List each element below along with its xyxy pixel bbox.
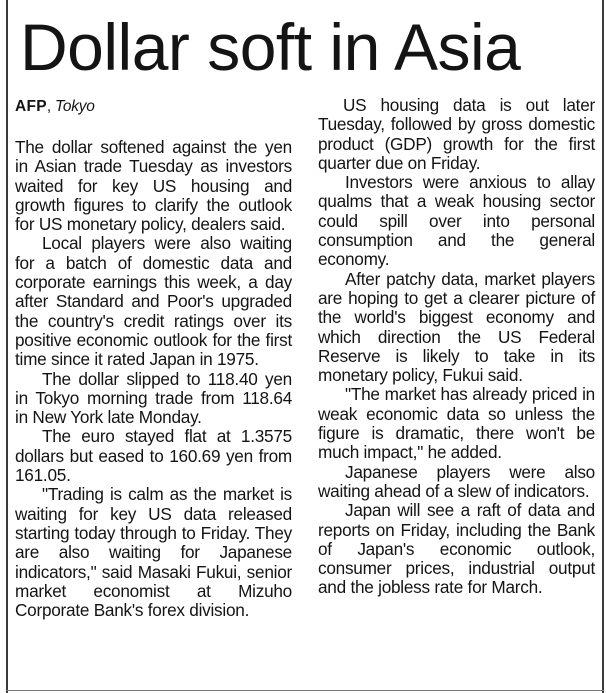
article-column-right	[318, 96, 595, 598]
right-border-rule	[602, 0, 604, 693]
bottom-border-rule	[6, 690, 604, 691]
paragraph: Investors were anxious to allay qualms that a weak housing sector could spill over into personal consumption and the general economy.	[318, 172, 595, 270]
paragraph: Japan will see a raft of data and reports on Friday, including the Bank of Japan's economic outlook, consumer prices, industrial output and the jobless rate for March.	[318, 500, 595, 598]
paragraph: US housing data is out later Tuesday, followed by gross domestic product (GDP) growth for the first quarter due on Friday.	[318, 95, 595, 173]
headline: Dollar soft in Asia	[20, 10, 521, 84]
left-border-rule	[6, 0, 8, 693]
paragraph: After patchy data, market players are hoping to get a clearer picture of the world's biggest economy and which direction the US Federal Reserve is likely to take in its monetary policy, Fukui said.	[318, 268, 595, 386]
dateline-place: Tokyo	[55, 98, 95, 115]
paragraph: Local players were also waiting for a batch of domestic data and corporate earnings this week, a day after Standard and Poor's upgraded the country's credit ratings over its positive economic outlook for the first time since it rated Japan in 1975.	[15, 233, 292, 370]
article-column-left	[15, 96, 292, 620]
paragraph: "Trading is calm as the market is waiting for key US data released starting today through to Friday. They are also waiting for Japanese indicators," said Masaki Fukui, senior market economist at Mizuho Corporate Bank's forex division.	[15, 484, 292, 621]
paragraph: Japanese players were also waiting ahead of a slew of indicators.	[318, 461, 595, 501]
dateline-agency: AFP	[15, 98, 47, 115]
paragraph: The dollar softened against the yen in Asian trade Tuesday as investors waited for key US housing and growth figures to clarify the outlook for US monetary policy, dealers said.	[15, 137, 292, 235]
paragraph: The dollar slipped to 118.40 yen in Tokyo morning trade from 118.64 in New York late Monday.	[15, 368, 292, 428]
dateline: AFP, Tokyo	[15, 98, 95, 115]
paragraph: The euro stayed flat at 1.3575 dollars but eased to 160.69 yen from 161.05.	[15, 426, 292, 486]
paragraph: "The market has already priced in weak economic data so unless the figure is dramatic, there won't be much impact," he added.	[318, 384, 595, 463]
